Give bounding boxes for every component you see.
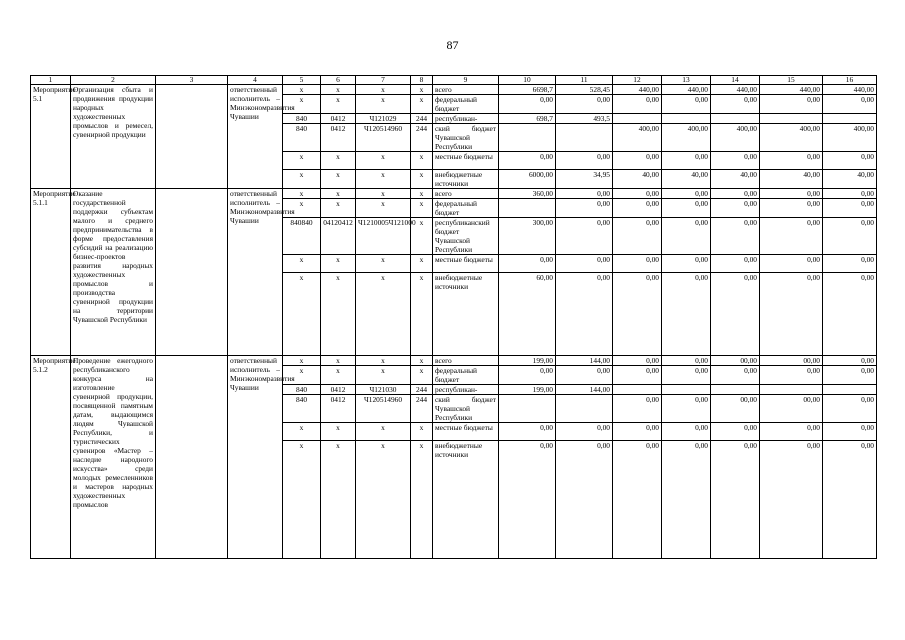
value-cell: 0,00 — [823, 356, 877, 366]
code-cell: x — [411, 423, 433, 441]
code-cell: x — [356, 199, 411, 218]
value-cell: 6698,7 — [499, 85, 556, 95]
table-row — [31, 356, 877, 366]
code-cell: x — [321, 95, 356, 114]
value-cell: 0,00 — [499, 95, 556, 114]
value-cell: 0,00 — [760, 255, 823, 273]
value-cell: 0,00 — [499, 152, 556, 170]
code-cell: x — [283, 255, 321, 273]
event-number: Мероприятие 5.1.2 — [31, 356, 71, 559]
code-cell: x — [283, 441, 321, 559]
value-cell: 0,00 — [760, 218, 823, 255]
code-cell: x — [283, 199, 321, 218]
value-cell: 0,00 — [556, 152, 613, 170]
source-cell: внебюджетные источники — [433, 441, 499, 559]
value-cell: 0,00 — [613, 255, 662, 273]
code-cell: x — [321, 189, 356, 199]
value-cell: 0,00 — [711, 423, 760, 441]
value-cell: 440,00 — [823, 85, 877, 95]
code-cell: x — [411, 366, 433, 385]
header-row — [31, 76, 877, 85]
code-cell: x — [411, 95, 433, 114]
code-cell: x — [321, 152, 356, 170]
value-cell: 440,00 — [662, 85, 711, 95]
value-cell: 00,00 — [711, 395, 760, 423]
value-cell: 528,45 — [556, 85, 613, 95]
value-cell: 0,00 — [613, 423, 662, 441]
value-cell: 300,00 — [499, 218, 556, 255]
event-col3 — [156, 189, 228, 356]
header-cell: 5 — [283, 76, 321, 85]
value-cell: 400,00 — [711, 124, 760, 152]
value-cell: 0,00 — [662, 199, 711, 218]
value-cell: 0,00 — [711, 441, 760, 559]
value-cell: 0,00 — [711, 199, 760, 218]
header-cell: 6 — [321, 76, 356, 85]
value-cell: 0,00 — [662, 189, 711, 199]
value-cell: 0,00 — [556, 273, 613, 356]
value-cell — [711, 114, 760, 124]
source-cell: ский бюджет Чувашской Республики — [433, 395, 499, 423]
value-cell: 0,00 — [556, 95, 613, 114]
event-col3 — [156, 356, 228, 559]
code-cell: 0412 — [321, 395, 356, 423]
source-cell: федеральный бюджет — [433, 95, 499, 114]
code-cell: x — [356, 366, 411, 385]
code-cell: x — [411, 255, 433, 273]
header-cell: 7 — [356, 76, 411, 85]
value-cell: 440,00 — [760, 85, 823, 95]
value-cell — [499, 124, 556, 152]
value-cell: 0,00 — [613, 199, 662, 218]
event-name: Проведение ежегодного республиканского конкурса на изготовление сувенирной продукции, посвященной памятным датам, выдающимся людям Чувашской Республики, и туристических сувениров «Мастер – наследие народного искусства» среди молодых ремесленников и мастеров народных художественных промыслов — [71, 356, 156, 559]
value-cell: 360,00 — [499, 189, 556, 199]
source-cell: внебюджетные источники — [433, 273, 499, 356]
code-cell: x — [356, 273, 411, 356]
code-cell: x — [356, 152, 411, 170]
value-cell: 00,00 — [711, 356, 760, 366]
code-cell: x — [321, 255, 356, 273]
code-cell: x — [411, 189, 433, 199]
value-cell: 0,00 — [823, 95, 877, 114]
value-cell — [760, 114, 823, 124]
value-cell: 0,00 — [760, 152, 823, 170]
source-cell: внебюджетные источники — [433, 170, 499, 189]
code-cell: x — [321, 170, 356, 189]
code-cell: x — [356, 189, 411, 199]
value-cell: 400,00 — [823, 124, 877, 152]
code-cell: x — [411, 273, 433, 356]
code-cell: 244 — [411, 385, 433, 395]
header-cell: 14 — [711, 76, 760, 85]
value-cell: 0,00 — [556, 189, 613, 199]
value-cell — [556, 395, 613, 423]
value-cell: 0,00 — [613, 441, 662, 559]
value-cell: 0,00 — [823, 441, 877, 559]
header-cell: 3 — [156, 76, 228, 85]
code-cell: x — [321, 85, 356, 95]
code-cell: x — [321, 273, 356, 356]
value-cell — [823, 114, 877, 124]
value-cell: 0,00 — [823, 395, 877, 423]
value-cell — [556, 124, 613, 152]
value-cell: 0,00 — [499, 441, 556, 559]
code-cell: x — [356, 423, 411, 441]
value-cell: 0,00 — [556, 255, 613, 273]
value-cell: 0,00 — [760, 441, 823, 559]
value-cell: 0,00 — [662, 423, 711, 441]
code-cell: 0412 — [321, 124, 356, 152]
value-cell: 34,95 — [556, 170, 613, 189]
value-cell: 0,00 — [556, 423, 613, 441]
code-cell: x — [321, 423, 356, 441]
code-cell: 0412 — [321, 385, 356, 395]
header-cell: 15 — [760, 76, 823, 85]
value-cell: 0,00 — [613, 366, 662, 385]
source-cell: всего — [433, 356, 499, 366]
value-cell — [662, 114, 711, 124]
source-cell: республиканский бюджет Чувашской Республики — [433, 218, 499, 255]
value-cell: 0,00 — [556, 199, 613, 218]
value-cell: 0,00 — [662, 273, 711, 356]
source-cell: всего — [433, 189, 499, 199]
event-executor: ответственный исполнитель – Минэкономразвития Чувашии — [228, 189, 283, 356]
code-cell: x — [283, 85, 321, 95]
value-cell: 0,00 — [823, 189, 877, 199]
table-row — [31, 85, 877, 95]
value-cell: 0,00 — [556, 441, 613, 559]
value-cell: 0,00 — [662, 356, 711, 366]
code-cell: x — [321, 441, 356, 559]
source-cell: местные бюджеты — [433, 152, 499, 170]
code-cell: x — [411, 218, 433, 255]
code-cell: x — [283, 170, 321, 189]
header-cell: 2 — [71, 76, 156, 85]
value-cell — [823, 385, 877, 395]
value-cell: 144,00 — [556, 385, 613, 395]
value-cell: 0,00 — [823, 152, 877, 170]
code-cell: x — [356, 85, 411, 95]
value-cell: 0,00 — [823, 255, 877, 273]
value-cell: 0,00 — [760, 273, 823, 356]
value-cell: 698,7 — [499, 114, 556, 124]
code-cell: 0412 — [321, 114, 356, 124]
code-cell: x — [411, 170, 433, 189]
value-cell: 199,00 — [499, 356, 556, 366]
value-cell: 0,00 — [823, 366, 877, 385]
source-cell: ский бюджет Чувашской Республики — [433, 124, 499, 152]
source-cell: местные бюджеты — [433, 423, 499, 441]
code-cell: 840840 — [283, 218, 321, 255]
code-cell: Ч120514960 — [356, 395, 411, 423]
header-cell: 4 — [228, 76, 283, 85]
header-cell: 11 — [556, 76, 613, 85]
code-cell: x — [283, 273, 321, 356]
value-cell: 0,00 — [613, 95, 662, 114]
code-cell: x — [356, 356, 411, 366]
code-cell: x — [283, 152, 321, 170]
code-cell: 840 — [283, 114, 321, 124]
value-cell: 0,00 — [823, 273, 877, 356]
code-cell: x — [321, 366, 356, 385]
source-cell: местные бюджеты — [433, 255, 499, 273]
header-cell: 13 — [662, 76, 711, 85]
header-cell: 8 — [411, 76, 433, 85]
code-cell: x — [283, 423, 321, 441]
code-cell: Ч121030 — [356, 385, 411, 395]
value-cell: 0,00 — [613, 152, 662, 170]
value-cell: 0,00 — [662, 152, 711, 170]
value-cell: 0,00 — [662, 441, 711, 559]
value-cell: 0,00 — [711, 366, 760, 385]
code-cell: x — [283, 95, 321, 114]
value-cell: 0,00 — [662, 255, 711, 273]
value-cell: 0,00 — [499, 423, 556, 441]
value-cell: 40,00 — [823, 170, 877, 189]
value-cell: 199,00 — [499, 385, 556, 395]
code-cell: Ч121029 — [356, 114, 411, 124]
event-executor: ответственный исполнитель – Минэкономразвития Чувашии — [228, 85, 283, 189]
header-cell: 1 — [31, 76, 71, 85]
code-cell: 244 — [411, 114, 433, 124]
value-cell: 0,00 — [760, 199, 823, 218]
value-cell: 493,5 — [556, 114, 613, 124]
value-cell: 0,00 — [556, 366, 613, 385]
event-number: Мероприятие 5.1 — [31, 85, 71, 189]
header-cell: 9 — [433, 76, 499, 85]
code-cell: x — [321, 356, 356, 366]
value-cell: 400,00 — [760, 124, 823, 152]
code-cell: x — [283, 189, 321, 199]
value-cell: 0,00 — [613, 189, 662, 199]
code-cell: 04120412 — [321, 218, 356, 255]
code-cell: 244 — [411, 395, 433, 423]
table-row — [31, 189, 877, 199]
value-cell: 0,00 — [556, 218, 613, 255]
value-cell: 0,00 — [760, 189, 823, 199]
code-cell: 840 — [283, 385, 321, 395]
value-cell: 0,00 — [613, 218, 662, 255]
value-cell: 0,00 — [760, 423, 823, 441]
code-cell: 244 — [411, 124, 433, 152]
value-cell: 6000,00 — [499, 170, 556, 189]
value-cell: 0,00 — [760, 366, 823, 385]
value-cell: 0,00 — [662, 366, 711, 385]
code-cell: Ч1210005Ч121000 — [356, 218, 411, 255]
code-cell: x — [411, 199, 433, 218]
code-cell: x — [411, 85, 433, 95]
event-name: Организация сбыта и продвижения продукции народных художественных промыслов и ремесел, сувенирной продукции — [71, 85, 156, 189]
code-cell: x — [411, 152, 433, 170]
value-cell: 0,00 — [711, 273, 760, 356]
value-cell — [662, 385, 711, 395]
value-cell: 40,00 — [711, 170, 760, 189]
value-cell: 0,00 — [823, 199, 877, 218]
event-name: Оказание государственной поддержки субъектам малого и среднего предпринимательства в форме предоставления субсидий на реализацию бизнес-проектов развития народных художественных промыслов и производства сувенирной продукции на территории Чувашской Республики — [71, 189, 156, 356]
value-cell: 0,00 — [499, 366, 556, 385]
code-cell: x — [356, 441, 411, 559]
value-cell: 00,00 — [760, 395, 823, 423]
value-cell: 0,00 — [613, 273, 662, 356]
code-cell: x — [283, 356, 321, 366]
header-cell: 10 — [499, 76, 556, 85]
code-cell: x — [411, 356, 433, 366]
code-cell: x — [411, 441, 433, 559]
value-cell: 60,00 — [499, 273, 556, 356]
value-cell: 0,00 — [823, 218, 877, 255]
value-cell: 0,00 — [662, 95, 711, 114]
code-cell: x — [321, 199, 356, 218]
value-cell: 00,00 — [760, 356, 823, 366]
value-cell — [760, 385, 823, 395]
value-cell: 40,00 — [662, 170, 711, 189]
value-cell: 440,00 — [613, 85, 662, 95]
page-number: 87 — [446, 38, 459, 52]
value-cell: 0,00 — [662, 395, 711, 423]
value-cell: 0,00 — [711, 255, 760, 273]
code-cell: 840 — [283, 395, 321, 423]
value-cell: 40,00 — [760, 170, 823, 189]
header-cell: 16 — [823, 76, 877, 85]
value-cell: 400,00 — [613, 124, 662, 152]
source-cell: республикан- — [433, 114, 499, 124]
value-cell: 440,00 — [711, 85, 760, 95]
event-col3 — [156, 85, 228, 189]
value-cell — [711, 385, 760, 395]
source-cell: федеральный бюджет — [433, 199, 499, 218]
value-cell: 0,00 — [613, 395, 662, 423]
value-cell: 0,00 — [662, 218, 711, 255]
value-cell: 0,00 — [823, 423, 877, 441]
code-cell: x — [356, 95, 411, 114]
value-cell: 0,00 — [760, 95, 823, 114]
value-cell: 0,00 — [711, 189, 760, 199]
value-cell: 0,00 — [499, 255, 556, 273]
source-cell: федеральный бюджет — [433, 366, 499, 385]
code-cell: x — [283, 366, 321, 385]
header-cell: 12 — [613, 76, 662, 85]
value-cell — [613, 385, 662, 395]
code-cell: Ч120514960 — [356, 124, 411, 152]
value-cell — [613, 114, 662, 124]
value-cell: 0,00 — [711, 95, 760, 114]
code-cell: 840 — [283, 124, 321, 152]
event-executor: ответственный исполнитель – Минэкономразвития Чувашии — [228, 356, 283, 559]
source-cell: всего — [433, 85, 499, 95]
value-cell: 400,00 — [662, 124, 711, 152]
source-cell: республикан- — [433, 385, 499, 395]
code-cell: x — [356, 255, 411, 273]
value-cell: 0,00 — [613, 356, 662, 366]
value-cell: 144,00 — [556, 356, 613, 366]
value-cell: 40,00 — [613, 170, 662, 189]
code-cell: x — [356, 170, 411, 189]
event-number: Мероприятие 5.1.1 — [31, 189, 71, 356]
program-table — [30, 75, 877, 559]
value-cell — [499, 199, 556, 218]
value-cell: 0,00 — [711, 218, 760, 255]
value-cell: 0,00 — [711, 152, 760, 170]
value-cell — [499, 395, 556, 423]
